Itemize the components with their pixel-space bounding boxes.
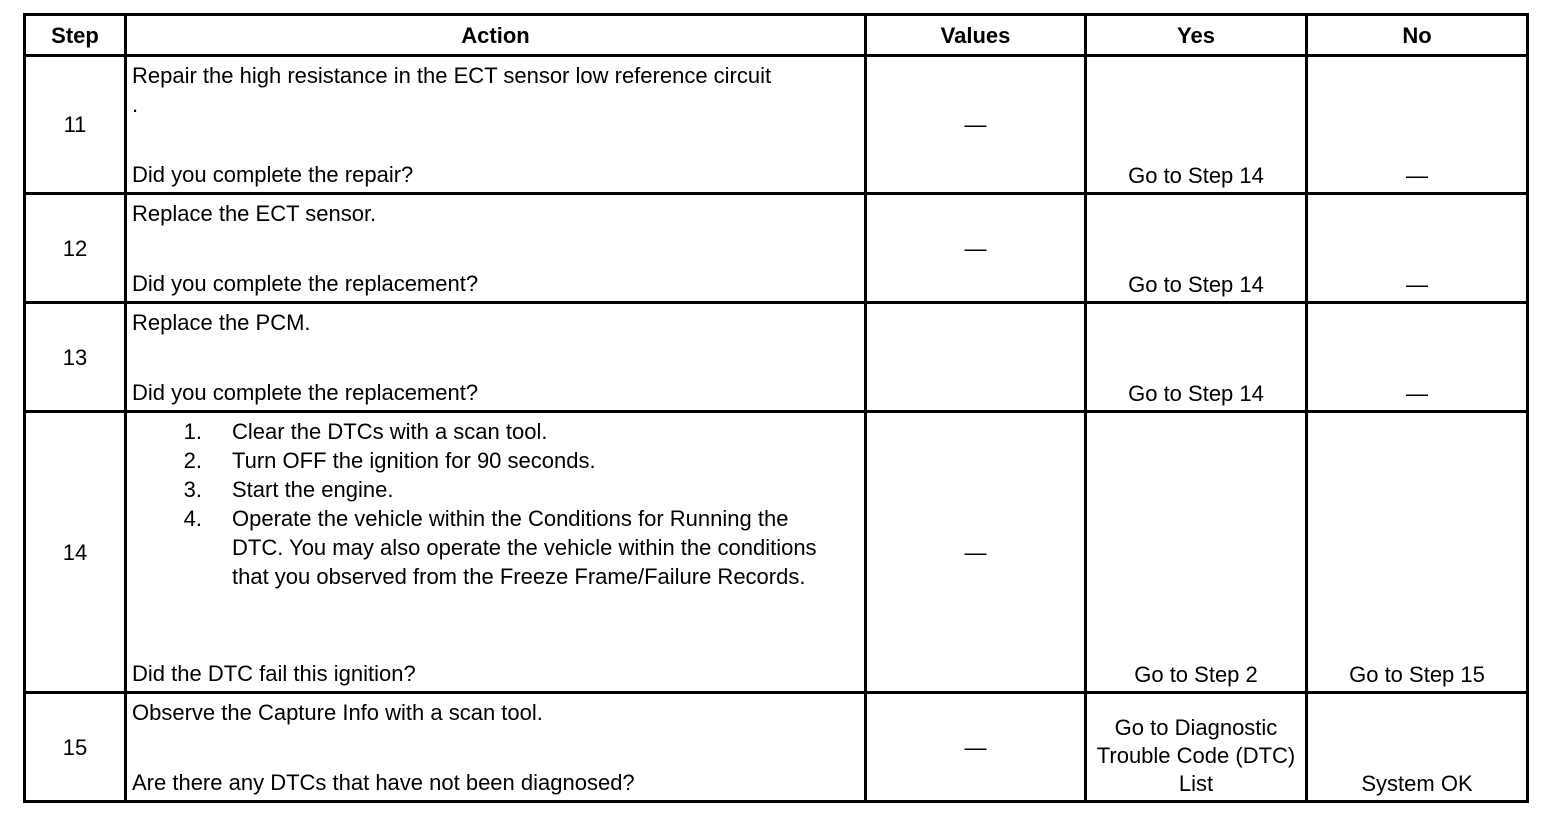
list-number: 2. <box>183 448 202 473</box>
list-number: 3. <box>183 477 202 502</box>
list-item <box>132 504 859 591</box>
list-text: Operate the vehicle within the Conditions for Running the DTC. You may also operate the vehicle within the conditions that you observed from the Freeze Frame/Failure Records. <box>232 506 817 589</box>
action-question: Did you complete the replacement? <box>132 271 479 296</box>
values-cell: — <box>866 412 1086 693</box>
action-question: Did you complete the replacement? <box>132 380 479 405</box>
table-row <box>25 56 1528 194</box>
no-cell: Go to Step 15 <box>1307 412 1528 693</box>
table-row <box>25 303 1528 412</box>
diagnostic-table <box>23 13 1529 803</box>
values-cell: — <box>866 194 1086 303</box>
action-text: Replace the ECT sensor. <box>132 201 377 226</box>
table-row <box>25 194 1528 303</box>
action-cell <box>126 412 866 693</box>
list-text: Turn OFF the ignition for 90 seconds. <box>232 448 596 473</box>
no-cell: System OK <box>1307 693 1528 802</box>
values-cell <box>866 303 1086 412</box>
no-cell: — <box>1307 303 1528 412</box>
header-yes: Yes <box>1086 15 1307 56</box>
list-item <box>132 417 859 446</box>
procedure-list <box>132 417 859 591</box>
action-cell <box>126 303 866 412</box>
header-values: Values <box>866 15 1086 56</box>
list-number: 4. <box>183 506 202 531</box>
action-text: Observe the Capture Info with a scan tool. <box>132 700 543 725</box>
yes-cell: Go to Diagnostic Trouble Code (DTC) List <box>1086 693 1307 802</box>
action-text: . <box>132 92 139 117</box>
yes-cell: Go to Step 14 <box>1086 194 1307 303</box>
action-text: Repair the high resistance in the ECT sensor low reference circuit <box>132 63 772 88</box>
header-action: Action <box>126 15 866 56</box>
list-text: Clear the DTCs with a scan tool. <box>232 419 548 444</box>
header-row <box>25 15 1528 56</box>
header-step: Step <box>25 15 126 56</box>
table-row <box>25 412 1528 693</box>
action-cell <box>126 56 866 194</box>
table-row <box>25 693 1528 802</box>
values-cell: — <box>866 56 1086 194</box>
action-cell <box>126 194 866 303</box>
header-no: No <box>1307 15 1528 56</box>
action-cell <box>126 693 866 802</box>
step-number: 11 <box>25 56 126 194</box>
step-number: 15 <box>25 693 126 802</box>
yes-cell: Go to Step 14 <box>1086 56 1307 194</box>
step-number: 13 <box>25 303 126 412</box>
action-question: Did the DTC fail this ignition? <box>132 661 416 686</box>
values-cell: — <box>866 693 1086 802</box>
yes-cell: Go to Step 14 <box>1086 303 1307 412</box>
list-text: Start the engine. <box>232 477 394 502</box>
action-text: Replace the PCM. <box>132 310 311 335</box>
action-question: Are there any DTCs that have not been diagnosed? <box>132 770 635 795</box>
step-number: 12 <box>25 194 126 303</box>
no-cell: — <box>1307 194 1528 303</box>
list-item <box>132 446 859 475</box>
step-number: 14 <box>25 412 126 693</box>
action-question: Did you complete the repair? <box>132 162 414 187</box>
list-item <box>132 475 859 504</box>
yes-cell: Go to Step 2 <box>1086 412 1307 693</box>
list-number: 1. <box>183 419 202 444</box>
no-cell: — <box>1307 56 1528 194</box>
